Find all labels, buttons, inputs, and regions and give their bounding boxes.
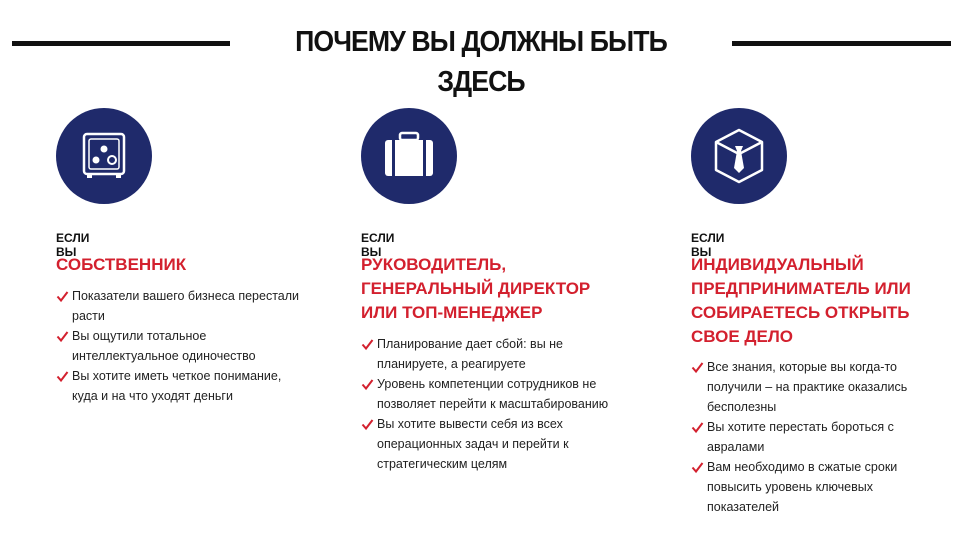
list-item: Вы хотите перестать бороться с авралами bbox=[691, 417, 907, 457]
if-label: ЕСЛИ ВЫ bbox=[361, 231, 395, 259]
list-item: Вы ощутили тотальное интеллектуальное одиночество bbox=[56, 326, 299, 366]
header-rule-right bbox=[732, 41, 951, 46]
safe-icon bbox=[56, 108, 152, 204]
box-tie-icon bbox=[691, 108, 787, 204]
check-icon bbox=[56, 290, 69, 303]
list-item: Уровень компетенции сотрудников не позволяет перейти к масштабированию bbox=[361, 374, 608, 414]
list-item: Планирование дает сбой: вы не планируете, а реагируете bbox=[361, 334, 608, 374]
check-icon bbox=[361, 378, 374, 391]
check-icon bbox=[361, 338, 374, 351]
check-icon bbox=[691, 421, 704, 434]
list-item: Все знания, которые вы когда-то получили – на практике оказались бесполезны bbox=[691, 357, 907, 417]
list-item: Вам необходимо в сжатые сроки повысить уровень ключевых показателей bbox=[691, 457, 907, 517]
check-icon bbox=[691, 361, 704, 374]
role-title: ИНДИВИДУАЛЬНЫЙ ПРЕДПРИНИМАТЕЛЬ ИЛИ СОБИРАЕТЕСЬ ОТКРЫТЬ СВОЕ ДЕЛО bbox=[691, 255, 911, 346]
check-icon bbox=[56, 370, 69, 383]
section-header bbox=[0, 22, 963, 98]
list-item: Показатели вашего бизнеса перестали расти bbox=[56, 286, 299, 326]
page-title: ПОЧЕМУ ВЫ ДОЛЖНЫ БЫТЬ ЗДЕСЬ bbox=[295, 26, 667, 98]
reasons-list bbox=[361, 334, 608, 474]
reasons-list bbox=[56, 286, 299, 406]
role-title: РУКОВОДИТЕЛЬ, ГЕНЕРАЛЬНЫЙ ДИРЕКТОР ИЛИ ТОП-МЕНЕДЖЕР bbox=[361, 255, 591, 322]
briefcase-icon bbox=[361, 108, 457, 204]
check-icon bbox=[691, 461, 704, 474]
reasons-list bbox=[691, 357, 907, 517]
if-label: ЕСЛИ ВЫ bbox=[56, 231, 90, 259]
list-item: Вы хотите иметь четкое понимание, куда и на что уходят деньги bbox=[56, 366, 299, 406]
list-item: Вы хотите вывести себя из всех операционных задач и перейти к стратегическим целям bbox=[361, 414, 608, 474]
role-title: СОБСТВЕННИК bbox=[56, 255, 187, 274]
check-icon bbox=[56, 330, 69, 343]
if-label: ЕСЛИ ВЫ bbox=[691, 231, 725, 259]
header-rule-left bbox=[12, 41, 230, 46]
check-icon bbox=[361, 418, 374, 431]
